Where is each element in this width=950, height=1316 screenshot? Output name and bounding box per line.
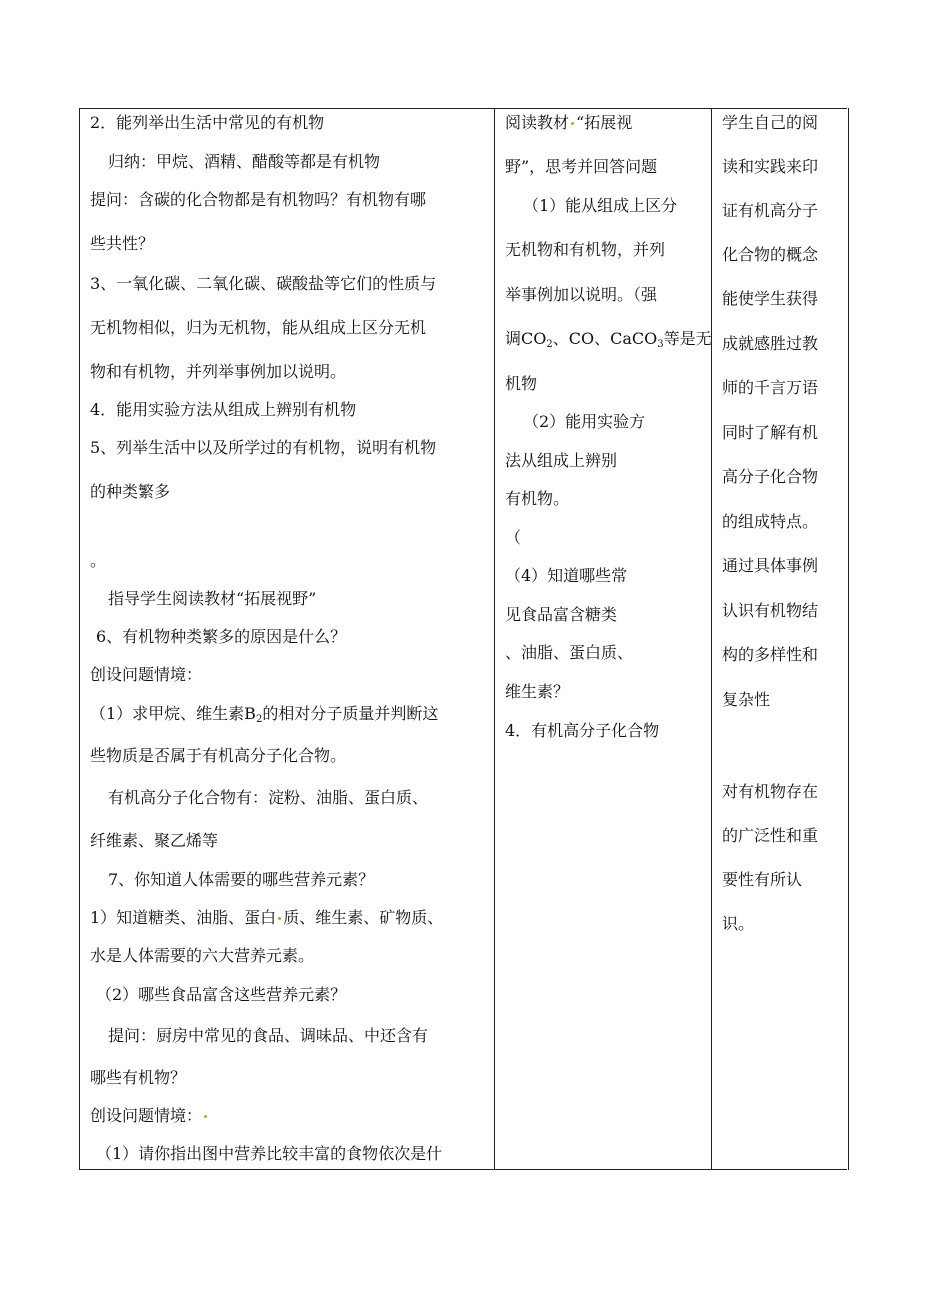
text-line: 6、有机物种类繁多的原因是什么？ (96, 627, 347, 646)
text-segment: （1）求甲烷、维生素B (90, 704, 256, 723)
text-segment: 、CO、CaCO (552, 329, 658, 348)
text-line: 识。 (722, 914, 755, 933)
subscript: 3 (657, 339, 664, 350)
text-line (505, 113, 632, 133)
text-line: 无机物相似，归为无机物，能从组成上区分无机 (90, 318, 427, 337)
highlight-mark (278, 917, 281, 920)
text-line: 机物 (505, 374, 538, 393)
text-segment: 阅读教材 (505, 113, 570, 132)
text-line: （2）能用实验方 (523, 412, 646, 431)
text-line: 。 (90, 551, 107, 570)
text-line: 、油脂、蛋白质、 (505, 643, 634, 662)
text-line: 创设问题情境： (90, 665, 203, 684)
text-line: 读和实践来印 (722, 157, 819, 176)
text-line: 物和有机物，并列举事例加以说明。 (90, 362, 347, 381)
teacher-activity-cell (80, 108, 495, 1170)
text-segment: 创设问题情境： (90, 1106, 203, 1125)
text-line: 提问：含碳的化合物都是有机物吗？有机物有哪 (90, 190, 427, 209)
text-line: 归纳：甲烷、酒精、醋酸等都是有机物 (108, 152, 381, 171)
text-line: 水是人体需要的六大营养元素。 (90, 946, 315, 965)
subscript: 2 (546, 339, 553, 350)
text-line: 能使学生获得 (722, 289, 819, 308)
text-line: 哪些有机物？ (90, 1068, 187, 1087)
text-line: 见食品富含糖类 (505, 605, 618, 624)
text-line: 化合物的概念 (722, 245, 819, 264)
highlight-mark (571, 122, 574, 125)
text-line: 7、你知道人体需要的哪些营养元素？ (108, 870, 375, 889)
text-line: （1）能从组成上区分 (523, 196, 678, 215)
lesson-plan-table (79, 108, 849, 1170)
text-segment: 质、维生素、矿物质、 (283, 908, 444, 927)
text-line: 的广泛性和重 (722, 826, 819, 845)
text-line: 5、列举生活中以及所学过的有机物，说明有机物 (90, 438, 437, 457)
text-segment: 等是无 (663, 329, 712, 348)
text-line: 学生自己的阅 (722, 113, 819, 132)
text-line: 证有机高分子 (722, 201, 819, 220)
text-line: 的组成特点。 (722, 512, 819, 531)
text-line: （4）知道哪些常 (505, 566, 628, 585)
text-line: 有机物。 (505, 489, 570, 508)
text-line (90, 908, 443, 928)
text-line: 野”，思考并回答问题 (505, 157, 658, 176)
text-line: 高分子化合物 (722, 467, 819, 486)
design-intent-cell (712, 108, 849, 1170)
text-line: 2．能列举出生活中常见的有机物 (90, 113, 325, 132)
text-line (90, 1106, 209, 1126)
student-activity-cell (495, 108, 712, 1170)
text-line: 的种类繁多 (90, 482, 171, 501)
text-line: 复杂性 (722, 690, 771, 709)
text-line: 成就感胜过教 (722, 334, 819, 353)
text-line: 纤维素、聚乙烯等 (90, 831, 219, 850)
text-segment: 的相对分子质量并判断这 (262, 704, 439, 723)
text-line: 认识有机物结 (722, 601, 819, 620)
text-line (505, 329, 712, 355)
text-line: 4．能用实验方法从组成上辨别有机物 (90, 400, 357, 419)
text-line: 3、一氧化碳、二氧化碳、碳酸盐等它们的性质与 (90, 274, 437, 293)
text-line: 有机高分子化合物有：淀粉、油脂、蛋白质、 (108, 788, 429, 807)
text-line: 对有机物存在 (722, 782, 819, 801)
text-line: 法从组成上辨别 (505, 451, 618, 470)
text-line: 维生素？ (505, 682, 570, 701)
subscript: 2 (255, 714, 263, 725)
text-line: 举事例加以说明。（强 (505, 285, 658, 304)
text-line: 通过具体事例 (722, 556, 819, 575)
text-line: 些物质是否属于有机高分子化合物。 (90, 746, 347, 765)
text-line: 些共性？ (90, 234, 155, 253)
table-row (80, 108, 849, 1170)
text-line: 同时了解有机 (722, 423, 819, 442)
text-line: （1）请你指出图中营养比较丰富的食物依次是什 (96, 1144, 443, 1163)
text-line: 师的千言万语 (722, 378, 819, 397)
text-line: 提问：厨房中常见的食品、调味品、中还含有 (108, 1026, 429, 1045)
text-line (90, 704, 438, 730)
text-line: （ (505, 528, 522, 547)
highlight-mark (204, 1115, 207, 1118)
text-line: （2）哪些食品富含这些营养元素？ (96, 985, 347, 1004)
text-segment: 调CO (505, 329, 547, 348)
text-line: 4．有机高分子化合物 (505, 721, 660, 740)
text-line: 构的多样性和 (722, 645, 819, 664)
text-line: 指导学生阅读教材“拓展视野” (108, 589, 317, 608)
text-line: 无机物和有机物，并列 (505, 240, 666, 259)
text-segment: 1）知道糖类、油脂、蛋白 (90, 908, 277, 927)
text-segment: “拓展视 (576, 113, 633, 132)
text-line: 要性有所认 (722, 870, 803, 889)
